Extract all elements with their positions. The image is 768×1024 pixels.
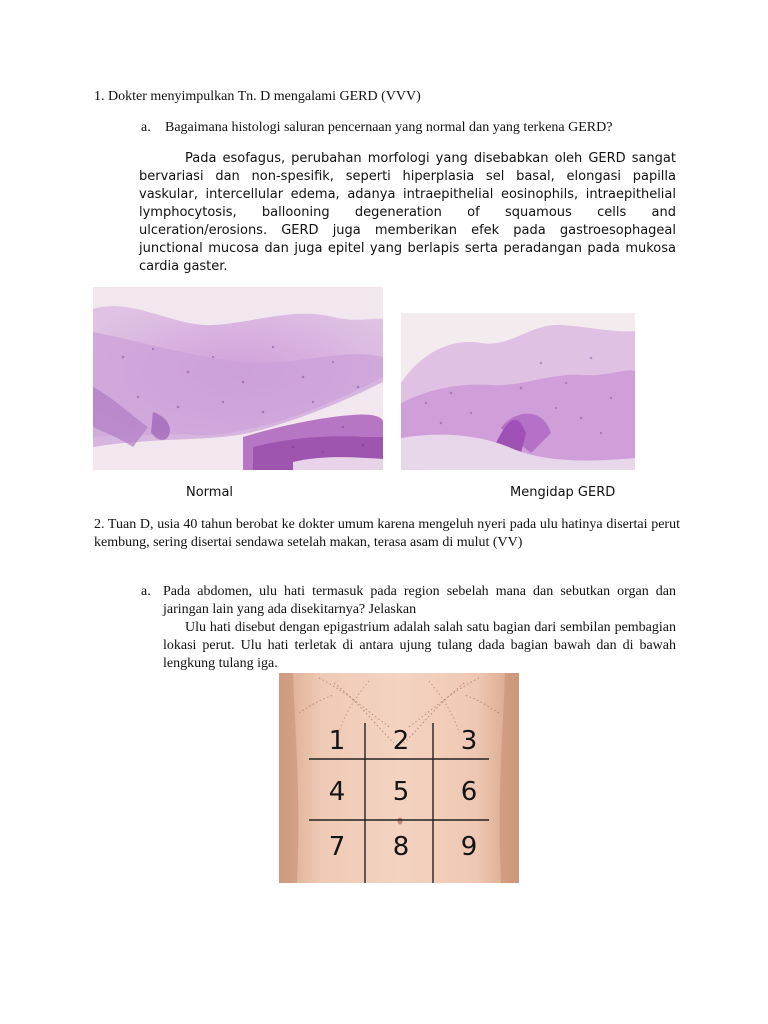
question-1a-marker: a.	[141, 120, 151, 135]
abdomen-regions-image	[279, 673, 519, 883]
region-number-3: 3	[460, 726, 478, 756]
histology-gerd-image	[401, 313, 635, 470]
question-2a-text: Pada abdomen, ulu hati termasuk pada region sebelah mana dan sebutkan organ dan jaringan lain yang ada disekitarnya? Jelaskan	[163, 584, 676, 617]
question-2a-block	[163, 583, 676, 673]
question-2a-marker: a.	[141, 584, 151, 599]
region-number-6: 6	[460, 777, 478, 807]
region-number-2: 2	[392, 726, 410, 756]
region-number-1: 1	[328, 726, 346, 756]
question-2: 2. Tuan D, usia 40 tahun berobat ke dokter umum karena mengeluh nyeri pada ulu hatinya disertai perut kembung, sering disertai sendawa setelah makan, terasa asam di mulut (VV)	[94, 517, 680, 550]
region-number-5: 5	[392, 777, 410, 807]
question-1: 1. Dokter menyimpulkan Tn. D mengalami GERD (VVV)	[94, 89, 421, 104]
answer-1a	[139, 150, 676, 276]
answer-2a-text: Ulu hati disebut dengan epigastrium adalah salah satu bagian dari sembilan pembagian lokasi perut. Ulu hati terletak di antara ujung tulang dada bagian bawah dan di bawah lengkung tulang iga.	[163, 620, 676, 671]
region-number-7: 7	[328, 832, 346, 862]
question-1a-text: Bagaimana histologi saluran pencernaan yang normal dan yang terkena GERD?	[165, 120, 613, 135]
histology-normal-image	[93, 287, 383, 470]
caption-gerd: Mengidap GERD	[510, 485, 616, 500]
region-number-8: 8	[392, 832, 410, 862]
caption-normal: Normal	[186, 485, 234, 500]
region-number-9: 9	[460, 832, 478, 862]
answer-1a-text: Pada esofagus, perubahan morfologi yang disebabkan oleh GERD sangat bervariasi dan non-spesifik, seperti hiperplasia sel basal, elongasi papilla vaskular, intercellular edema, adanya intraepithelial eosinophils, intraepithelial lymphocytosis, ballooning degeneration of squamous cells and ulceration/erosions. GERD juga memberikan efek pada gastroesophageal junctional mucosa dan juga epitel yang berlapis serta peradangan pada mukosa cardia gaster.	[139, 151, 676, 274]
region-number-4: 4	[328, 777, 346, 807]
